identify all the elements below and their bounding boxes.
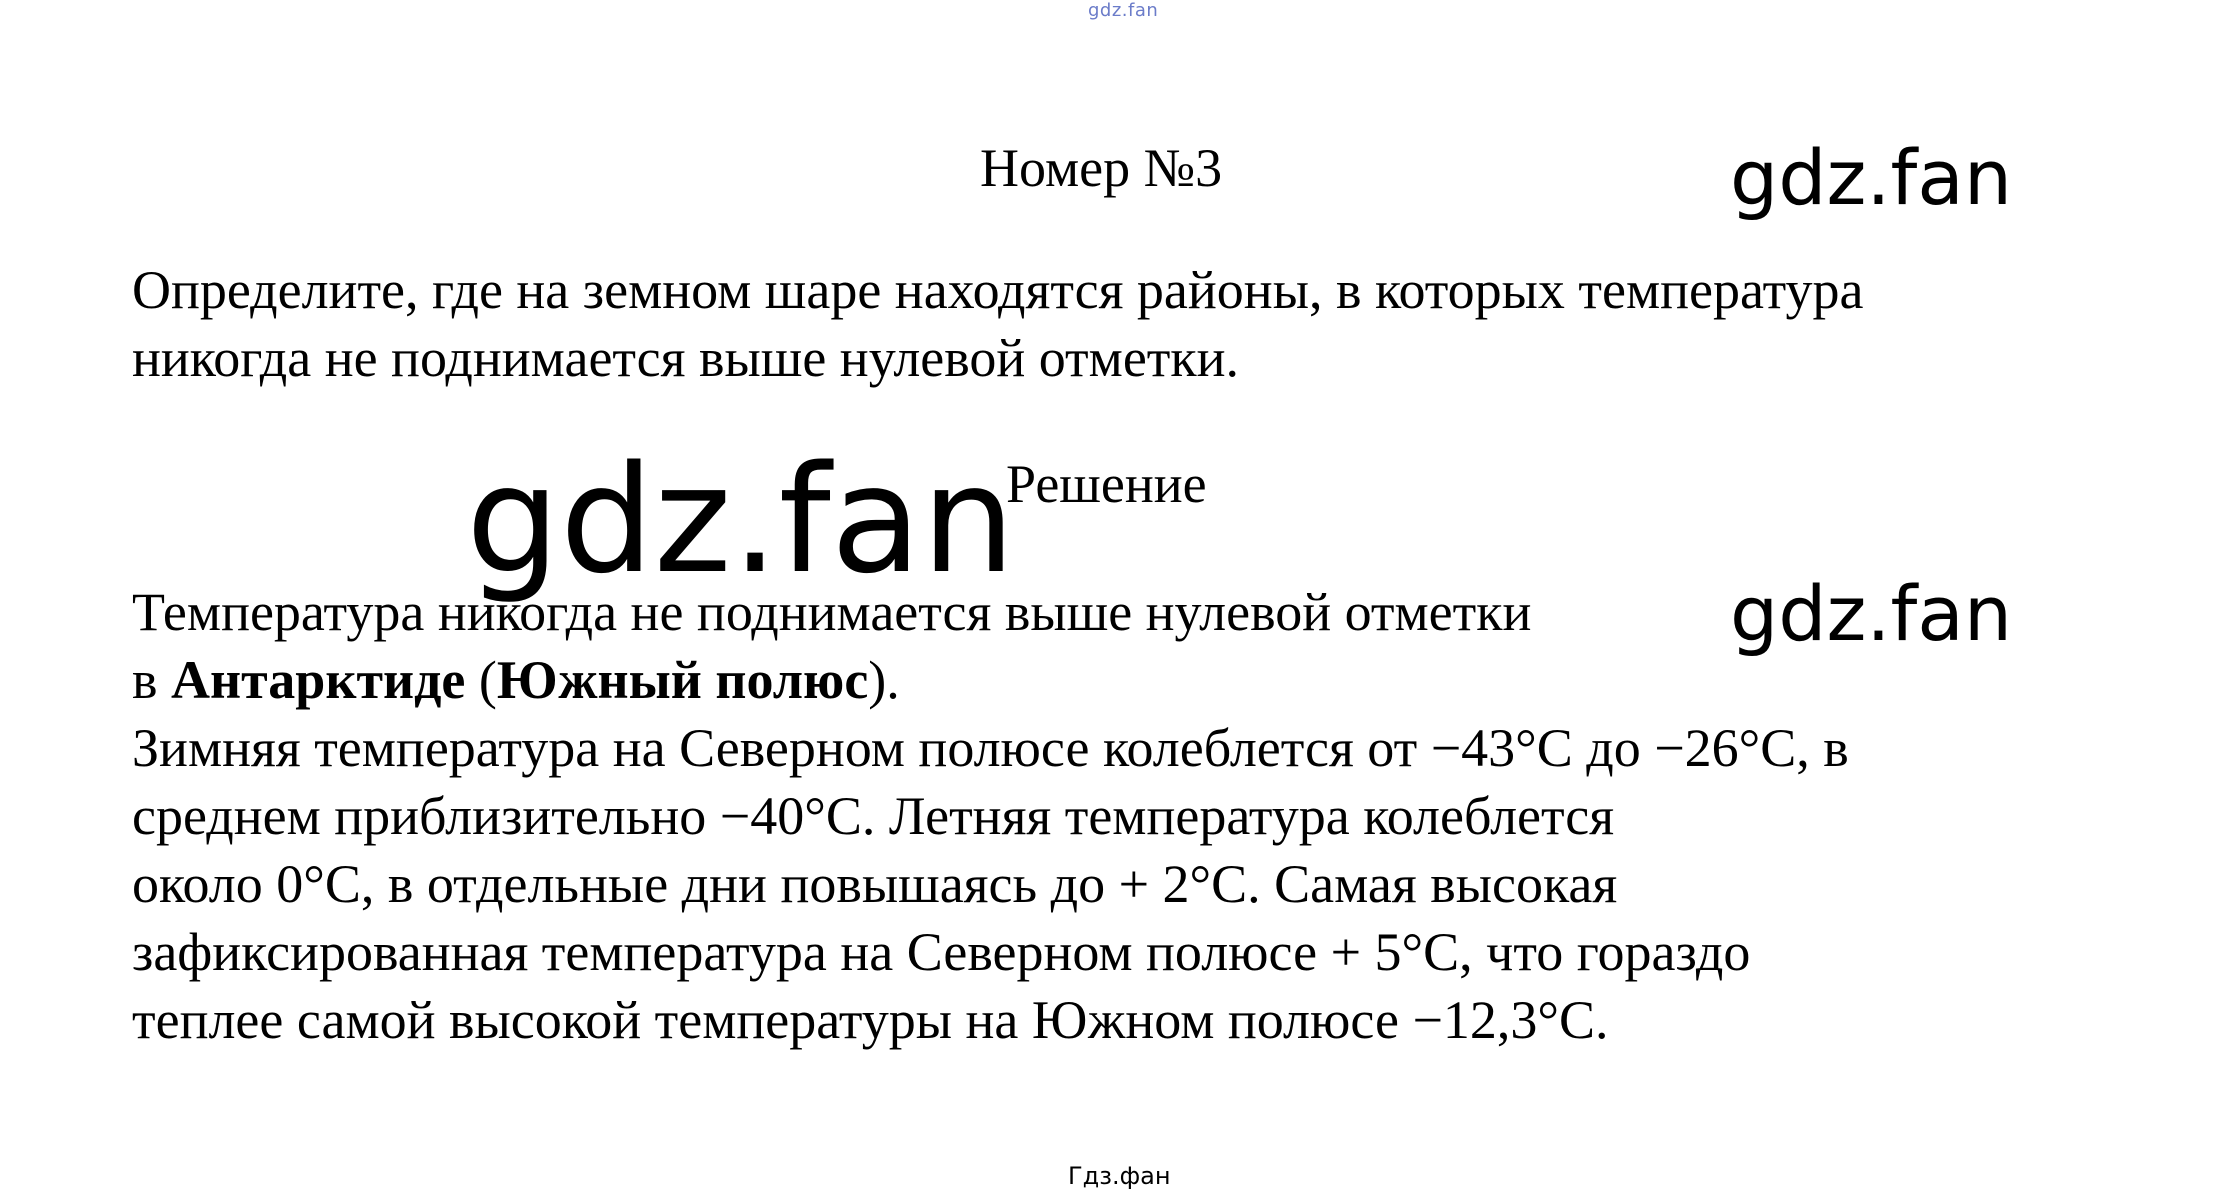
answer-text-fragment: в: [132, 650, 171, 710]
answer-line: Температура никогда не поднимается выше нулевой отметки: [132, 582, 1532, 642]
answer-line: около 0°С, в отдельные дни повышаясь до + 2°С. Самая высокая: [132, 854, 1618, 914]
question-line: никогда не поднимается выше нулевой отметки.: [132, 328, 1240, 388]
watermark-large: gdz.fan: [466, 434, 1016, 606]
answer-line: теплее самой высокой температуры на Южном полюсе −12,3°С.: [132, 990, 1609, 1050]
page-title: Номер №3: [980, 138, 1223, 198]
answer-bold-antarctica: Антарктиде: [171, 650, 466, 710]
watermark-top-right: gdz.fan: [1730, 133, 2013, 222]
top-watermark: gdz.fan: [1088, 0, 1159, 21]
answer-line: Зимняя температура на Северном полюсе колеблется от −43°С до −26°С, в: [132, 718, 1849, 778]
answer-line: зафиксированная температура на Северном полюсе + 5°С, что гораздо: [132, 922, 1751, 982]
answer-text-fragment: (: [465, 650, 497, 710]
footer-watermark: Гдз.фан: [1068, 1162, 1171, 1190]
question-line: Определите, где на земном шаре находятся районы, в которых температура: [132, 260, 1864, 320]
watermark-middle-right: gdz.fan: [1730, 569, 2013, 658]
answer-line: среднем приблизительно −40°С. Летняя температура колеблется: [132, 786, 1615, 846]
answer-bold-south-pole: Южный полюс: [496, 650, 869, 710]
question-text: [132, 256, 2132, 392]
answer-text-fragment: ).: [868, 650, 900, 710]
solution-heading: Решение: [1006, 454, 1207, 514]
